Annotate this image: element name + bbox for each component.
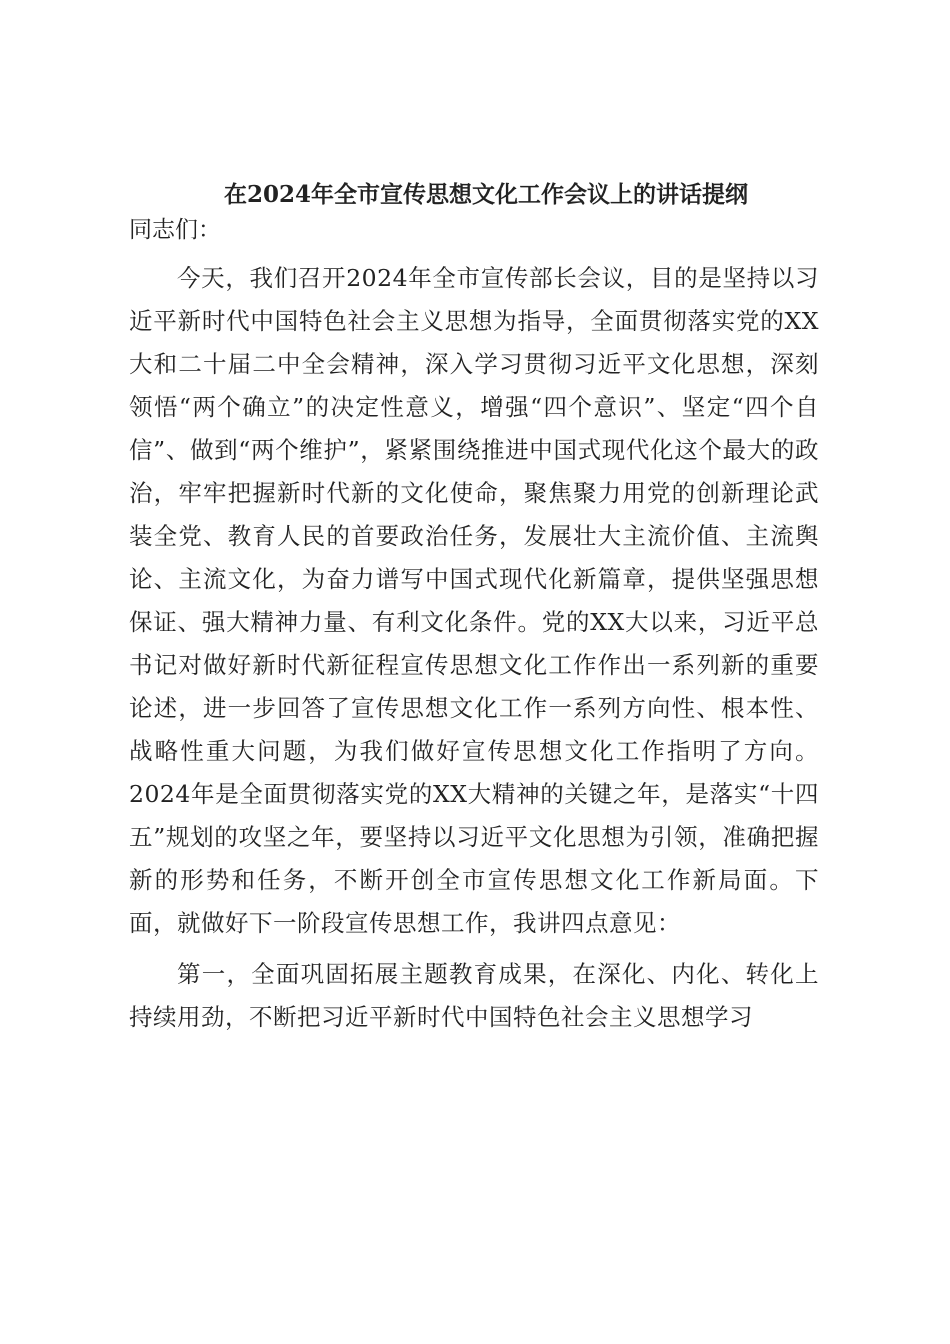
salutation: 同志们： bbox=[129, 217, 221, 243]
document-body bbox=[129, 180, 819, 1047]
paragraph-first-point: 第一，全面巩固拓展主题教育成果，在深化、内化、转化上持续用劲，不断把习近平新时代中国特色社会主义思想学习 bbox=[129, 960, 819, 1031]
paragraph-intro: 今天，我们召开2024年全市宣传部长会议，目的是坚持以习近平新时代中国特色社会主义思想为指导，全面贯彻落实党的XX大和二十届二中全会精神，深入学习贯彻习近平文化思想，深刻领悟“两个确立”的决定性意义，增强“四个意识”、坚定“四个自信”、做到“两个维护”，紧紧围绕推进中国式现代化这个最大的政治，牢牢把握新时代新的文化使命，聚焦聚力用党的创新理论武装全党、教育人民的首要政治任务，发展壮大主流价值、主流舆论、主流文化，为奋力谱写中国式现代化新篇章，提供坚强思想保证、强大精神力量、有利文化条件。党的XX大以来，习近平总书记对做好新时代新征程宣传思想文化工作作出一系列新的重要论述，进一步回答了宣传思想文化工作一系列方向性、根本性、战略性重大问题，为我们做好宣传思想文化工作指明了方向。2024年是全面贯彻落实党的XX大精神的关键之年，是落实“十四五”规划的攻坚之年，要坚持以习近平文化思想为引领，准确把握新的形势和任务，不断开创全市宣传思想文化工作新局面。下面，就做好下一阶段宣传思想工作，我讲四点意见： bbox=[129, 264, 819, 937]
document-title: 在2024年全市宣传思想文化工作会议上的讲话提纲 bbox=[223, 181, 748, 208]
